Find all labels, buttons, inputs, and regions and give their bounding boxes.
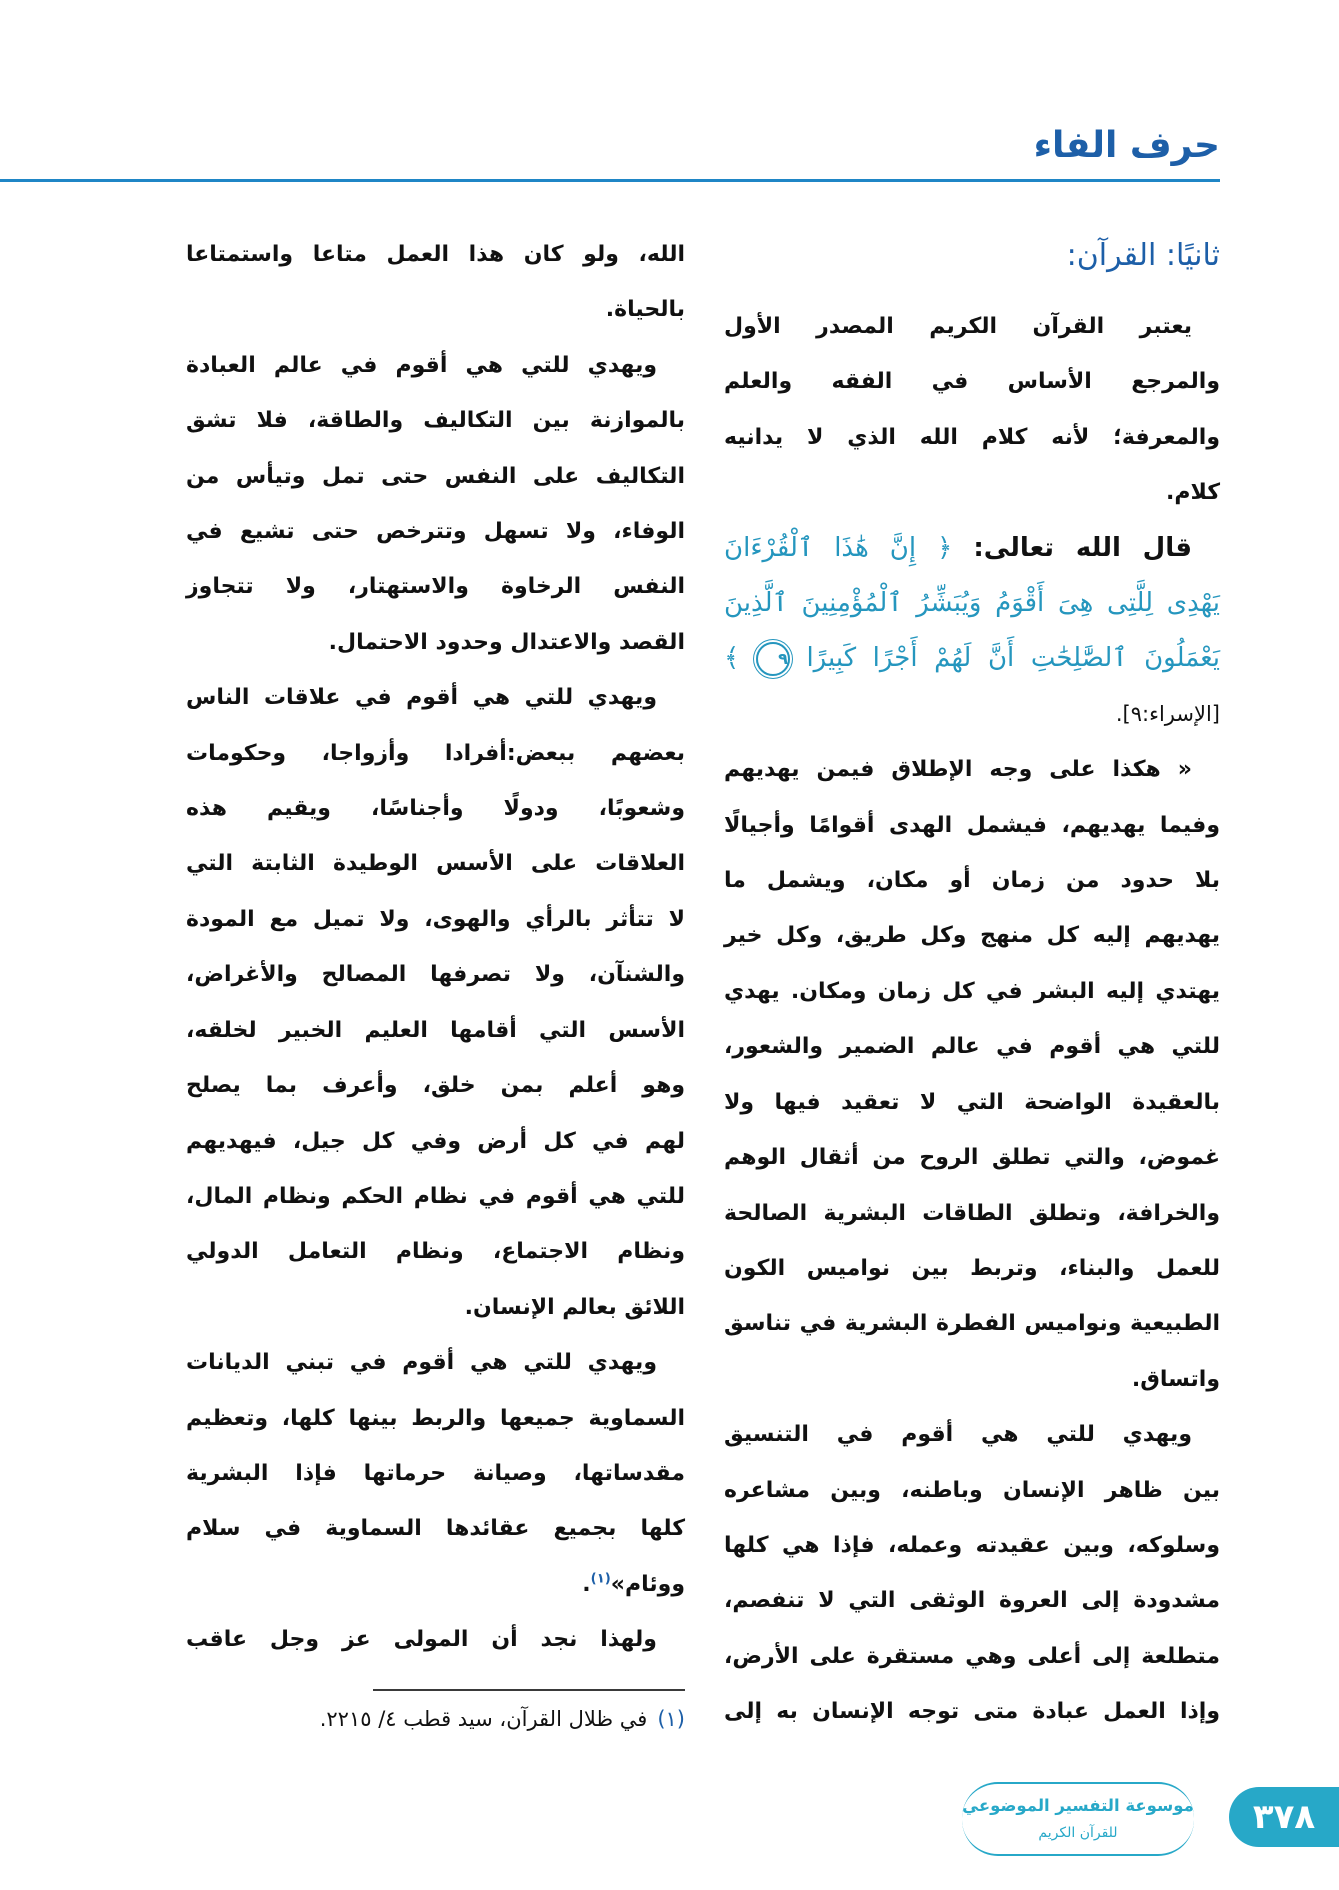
text-line: بلا حدود من زمان أو مكان، ويشمل ما xyxy=(724,868,1220,894)
verse-line xyxy=(724,521,1220,576)
encyclopedia-logo xyxy=(962,1782,1194,1856)
text-line: ونظام الاجتماع، ونظام التعامل الدولي xyxy=(186,1239,685,1265)
text-line: ويهدي للتي هي أقوم في عالم العبادة xyxy=(186,352,657,378)
text-line: لهم في كل أرض وفي كل جيل، فيهديهم xyxy=(186,1128,685,1154)
text-line: القصد والاعتدال وحدود الاحتمال. xyxy=(328,629,685,655)
text-line: « هكذا على وجه الإطلاق فيمن يهديهم xyxy=(724,757,1192,783)
text-line: الطبيعية ونواميس الفطرة البشرية في تناسق xyxy=(724,1311,1220,1337)
text-line: وشعوبًا، ودولًا وأجناسًا، ويقيم هذه xyxy=(186,796,685,822)
text-line: يهديهم إليه كل منهج وكل طريق، وكل خير xyxy=(724,923,1220,949)
section-heading: ثانيًا: القرآن: xyxy=(1066,238,1220,273)
text-line: الأسس التي أقامها العليم الخبير لخلقه، xyxy=(186,1017,685,1043)
body-paragraphs xyxy=(186,227,685,1668)
paragraph xyxy=(724,1407,1220,1739)
page-number: ٣٧٨ xyxy=(1229,1787,1339,1847)
text-line: وفيما يهديهم، فيشمل الهدى أقوامًا وأجيالًا xyxy=(724,812,1220,838)
logo-subtitle: للقرآن الكريم xyxy=(1038,1825,1118,1841)
text-line: السماوية جميعها والربط بينها كلها، وتعظيم xyxy=(186,1405,685,1431)
text-line: بالحياة. xyxy=(605,297,685,323)
ayah-number-ornament: ٩ xyxy=(756,642,790,676)
body-paragraphs xyxy=(724,742,1220,1739)
logo-title: موسوعة التفسير الموضوعي xyxy=(962,1796,1194,1815)
paragraph xyxy=(724,299,1220,521)
paragraph xyxy=(186,1335,685,1612)
text-line: الوفاء، ولا تسهل وتترخص حتى تشيع في xyxy=(186,519,685,545)
right-text-column xyxy=(724,228,1220,1740)
verse-line xyxy=(724,576,1220,631)
verse-line xyxy=(724,631,1220,686)
verse-text: إِنَّ هَٰذَا ٱلْقُرْءَانَ xyxy=(724,532,917,563)
text-line: مقدساتها، وصيانة حرماتها فإذا البشرية xyxy=(186,1460,685,1486)
text-line xyxy=(186,1557,685,1612)
text-line: لا تتأثر بالرأي والهوى، ولا تميل مع المودة xyxy=(186,906,685,932)
text-line: بعضهم ببعض:أفرادا وأزواجا، وحكومات xyxy=(186,740,685,766)
paragraph xyxy=(186,670,685,1335)
text-line: غموض، والتي تطلق الروح من أثقال الوهم xyxy=(724,1145,1220,1171)
footnote-text: في ظلال القرآن، سيد قطب ٤/ ٢٢١٥. xyxy=(319,1707,648,1731)
ornate-close-bracket: ﴾ xyxy=(724,643,740,674)
quran-verse xyxy=(724,521,1220,743)
ornate-open-bracket: ﴿ xyxy=(937,532,953,563)
chapter-header-title: حرف الفاء xyxy=(1033,125,1220,166)
verse-text: يَهْدِى لِلَّتِى هِىَ أَقْوَمُ وَيُبَشِّرُ ٱلْمُؤْمِنِينَ ٱلَّذِينَ xyxy=(724,588,1220,619)
footnote-reference: (١) xyxy=(590,1571,611,1587)
text-line: للعمل والبناء، وتربط بين نواميس الكون xyxy=(724,1255,1220,1281)
text-line: بين ظاهر الإنسان وباطنه، وبين مشاعره xyxy=(724,1477,1220,1503)
text-line: للتي هي أقوم في نظام الحكم ونظام المال، xyxy=(186,1183,685,1209)
line-end: . xyxy=(582,1571,591,1597)
text-line: الله، ولو كان هذا العمل متاعا واستمتاعا xyxy=(186,242,685,267)
text-line: التكاليف على النفس حتى تمل وتيأس من xyxy=(186,463,685,489)
text-line: يعتبر القرآن الكريم المصدر الأول xyxy=(724,314,1192,339)
text-line: بالموازنة بين التكاليف والطاقة، فلا تشق xyxy=(186,408,685,434)
text-line: العلاقات على الأسس الوطيدة الثابتة التي xyxy=(186,851,685,877)
verse-reference: [الإسراء:٩]. xyxy=(1115,701,1220,726)
footnote xyxy=(186,1700,685,1738)
text-line: للتي هي أقوم في عالم الضمير والشعور، xyxy=(724,1034,1220,1060)
text-line: والخرافة، وتطلق الطاقات البشرية الصالحة xyxy=(724,1200,1220,1226)
text-line: والمرجع الأساس في الفقه والعلم xyxy=(724,369,1220,395)
text-line: متطلعة إلى أعلى وهي مستقرة على الأرض، xyxy=(724,1643,1220,1669)
text-line: ويهدي للتي هي أقوم في علاقات الناس xyxy=(186,685,657,711)
text-line: اللائق بعالم الإنسان. xyxy=(464,1294,685,1320)
text-line: والشنآن، ولا تصرفها المصالح والأغراض، xyxy=(186,962,685,988)
header-rule xyxy=(0,179,1220,182)
text-line: والمعرفة؛ لأنه كلام الله الذي لا يدانيه xyxy=(724,424,1220,450)
paragraph xyxy=(186,1612,685,1667)
text-line: كلها بجميع عقائدها السماوية في سلام xyxy=(186,1516,685,1542)
text-line: بالعقيدة الواضحة التي لا تعقيد فيها ولا xyxy=(724,1089,1220,1115)
text-line: وإذا العمل عبادة متى توجه الإنسان به إلى xyxy=(724,1699,1220,1725)
paragraph xyxy=(724,742,1220,1407)
footnote-marker: (١) xyxy=(657,1707,685,1731)
text-line: ويهدي للتي هي أقوم في تبني الديانات xyxy=(186,1350,657,1376)
left-text-column xyxy=(186,227,685,1668)
text-line: واتساق. xyxy=(1131,1366,1220,1392)
verse-intro: قال الله تعالى: xyxy=(973,532,1193,563)
text-line: ولهذا نجد أن المولى عز وجل عاقب xyxy=(186,1627,657,1653)
text-line: ويهدي للتي هي أقوم في التنسيق xyxy=(724,1422,1192,1448)
line-text: ووئام» xyxy=(610,1571,685,1597)
paragraph xyxy=(186,227,685,338)
text-line: كلام. xyxy=(1166,480,1220,506)
text-line: وسلوكه، وبين عقيدته وعمله، فإذا هي كلها xyxy=(724,1532,1220,1558)
text-line: وهو أعلم بمن خلق، وأعرف بما يصلح xyxy=(186,1073,685,1099)
verse-text: يَعْمَلُونَ ٱلصَّٰلِحَٰتِ أَنَّ لَهُمْ أَجْرًا كَبِيرًا xyxy=(806,643,1221,674)
text-line: النفس الرخاوة والاستهتار، ولا تتجاوز xyxy=(186,574,685,600)
text-line: يهتدي إليه البشر في كل زمان ومكان. يهدي xyxy=(724,978,1220,1004)
intro-paragraphs xyxy=(724,299,1220,521)
footnote-separator xyxy=(373,1689,685,1691)
text-line: مشدودة إلى العروة الوثقى التي لا تنفصم، xyxy=(724,1588,1220,1614)
paragraph xyxy=(186,338,685,670)
